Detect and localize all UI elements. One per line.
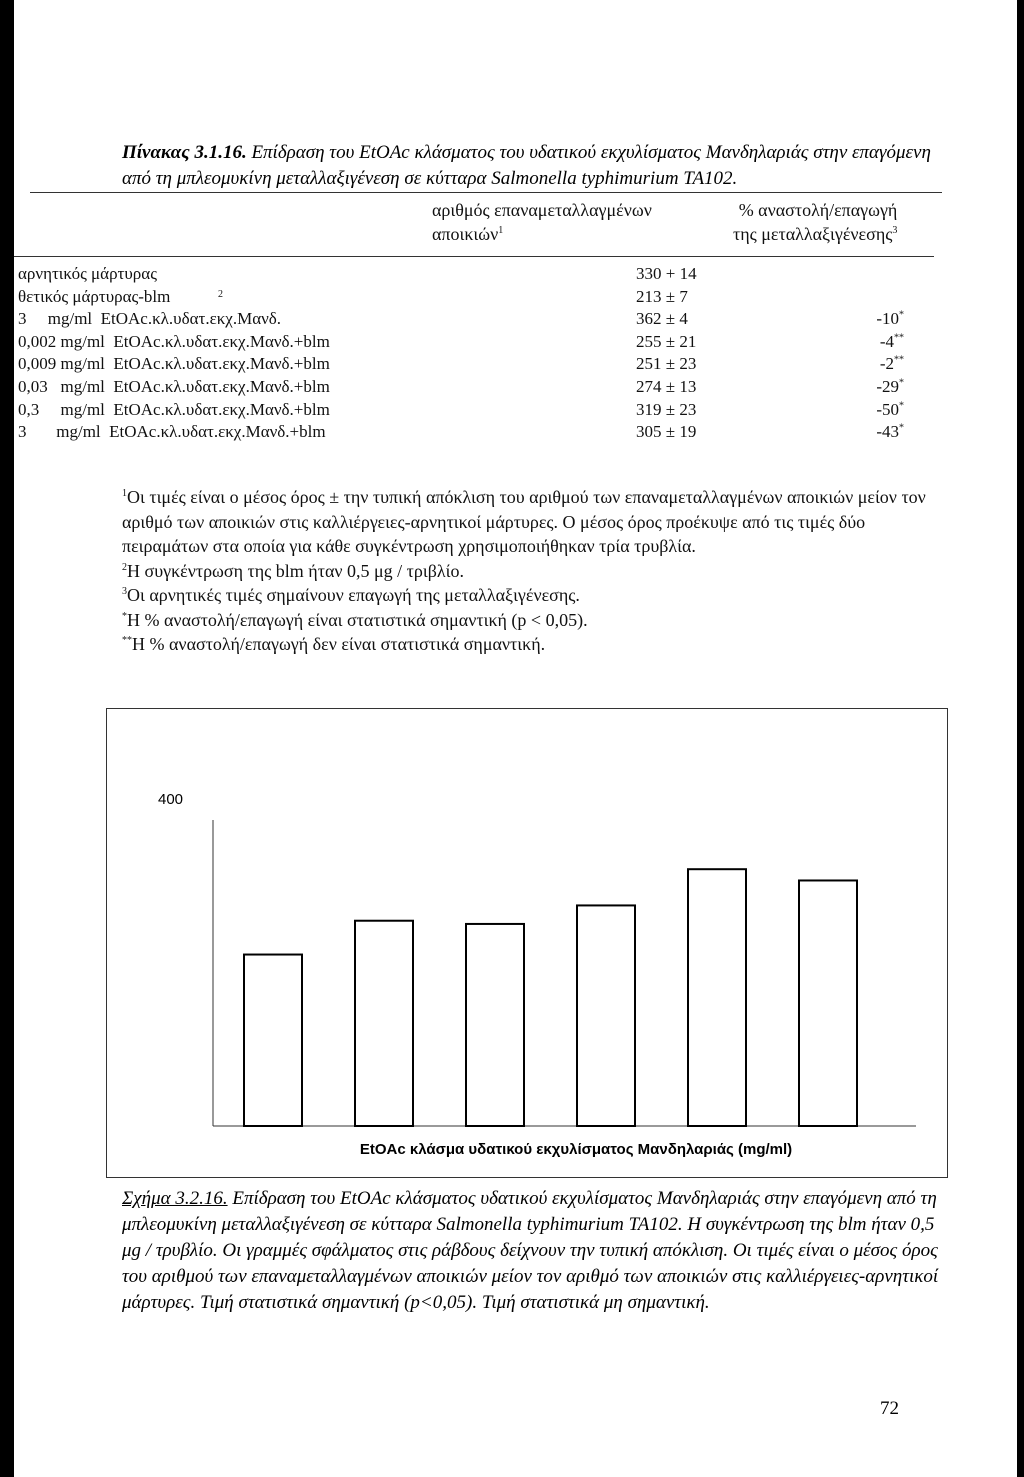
bar [244,955,302,1126]
row-count: 251 ± 23 [636,354,697,374]
row-label: 3 mg/ml EtOAc.κλ.υδατ.εκχ.Μανδ. [18,309,282,329]
count-column-header: αριθμός επαναμεταλλαγμένων αποικιών$^1$ [432,200,652,244]
row-percent: -2** [879,354,904,374]
table-row [14,354,1014,376]
table-row: θετικός μάρτυρας-blm 2 213 ± 7 [18,286,688,306]
table-row [14,309,1014,331]
table-title-text: Επίδραση του EtOAc κλάσματος του υδατικού εκχυλίσματος Μανδηλαριάς στην επαγόμενη από τη μπλεομυκίνη μεταλλαξιγένεση σε κύτταρα Salmonella typhimurium TA102. [122,142,931,189]
note-5: **Η % αναστολή/επαγωγή δεν είναι στατιστικά σημαντική. [122,634,546,654]
row-count: 330 + 14 [636,264,697,283]
figure-caption-label: Σχήμα 3.2.16. [122,1188,228,1209]
table-row [14,400,1014,422]
row-label: 3 mg/ml EtOAc.κλ.υδατ.εκχ.Μανδ.+blm [18,422,326,442]
row-count: 362 ± 4 [636,309,688,329]
row-label: αρνητικός μάρτυρας [18,264,157,283]
row-percent: -4** [879,331,904,351]
bar [688,869,746,1126]
table-row [14,264,1014,286]
table-row [14,332,1014,354]
table-title-label: Πίνακας 3.1.16. [122,142,247,163]
row-label: 0,002 mg/ml EtOAc.κλ.υδατ.εκχ.Μανδ.+blm [18,331,330,351]
row-count: 213 ± 7 [636,286,688,306]
row-percent: -50* [876,399,904,419]
row-count: 255 ± 21 [636,331,697,351]
page-number: 72 [880,1398,899,1419]
table-title [122,140,962,192]
table-row [14,422,1014,444]
row-count: 274 ± 13 [636,377,697,396]
bar [466,924,524,1126]
row-percent: -43* [876,422,904,442]
note-4: *Η % αναστολή/επαγωγή είναι στατιστικά σημαντική (p < 0,05). [122,609,588,630]
document-page [14,0,1017,1477]
row-percent: -29* [876,377,904,396]
table-notes [122,485,942,657]
bar [577,905,635,1126]
x-axis-label: EtOAc κλάσμα υδατικού εκχυλίσματος Μανδηλαριάς (mg/ml) [359,1141,793,1158]
figure-caption-text: Επίδραση του EtOAc κλάσματος υδατικού εκχυλίσματος Μανδηλαριάς στην επαγόμενη από τη μπλεομυκίνη μεταλλαξιγένεση σε κύτταρα Salmonella typhimurium TA102. Η συγκέντρωση της blm ήταν 0,5 μg / τρυβλίο. Οι γραμμές σφάλματος στις ράβδους δείχνουν την τυπική απόκλιση. Οι τιμές είναι ο μέσος όρος του αριθμού των επαναμεταλλαγμένων αποικιών μείον τον αριθμό των αποικιών στις καλλιέργειες-αρνητικοί μάρτυρες. Τιμή στατιστικά σημαντική (p<0,05). Τιμή στατιστικά μη σημαντική. [122,1188,939,1313]
note-3: $^3$Οι αρνητικές τιμές σημαίνουν επαγωγή της μεταλλαξιγένεσης. [122,585,580,605]
bar-chart [106,708,948,1178]
pct-column-header: % αναστολή/επαγωγή της μεταλλαξιγένεσης$^3$ [733,200,898,244]
note-1: $^1$Οι τιμές είναι ο μέσος όρος ± την τυπική απόκλιση του αριθμού των επαναμεταλλαγμένων αποικιών μείον τον αριθμό των αποικιών στις καλλιέργειες-αρνητικοί μάρτυρες. Ο μέσος όρος προέκυψε από τις τιμές δύο πειραμάτων στα οποία για κάθε συγκέντρωση χρησιμοποιήθηκαν τρία τρυβλία. [122,487,926,556]
table-top-rule [30,192,942,193]
table-row [14,377,1014,399]
row-label: 0,03 mg/ml EtOAc.κλ.υδατ.εκχ.Μανδ.+blm [18,377,330,396]
table-header-rule [14,256,934,257]
row-count: 305 ± 19 [636,422,697,442]
row-percent: -10* [876,309,904,329]
row-count: 319 ± 23 [636,399,697,419]
row-label: 0,009 mg/ml EtOAc.κλ.υδατ.εκχ.Μανδ.+blm [18,354,330,374]
bar [355,921,413,1126]
figure-caption [122,1186,942,1316]
note-2: $^2$Η συγκέντρωση της blm ήταν 0,5 μg / τριβλίο. [122,560,464,581]
bar [799,880,857,1126]
row-label: 0,3 mg/ml EtOAc.κλ.υδατ.εκχ.Μανδ.+blm [18,399,330,419]
row-label: θετικός μάρτυρας-blm [18,286,171,306]
y-tick-label: 400 [158,791,184,808]
